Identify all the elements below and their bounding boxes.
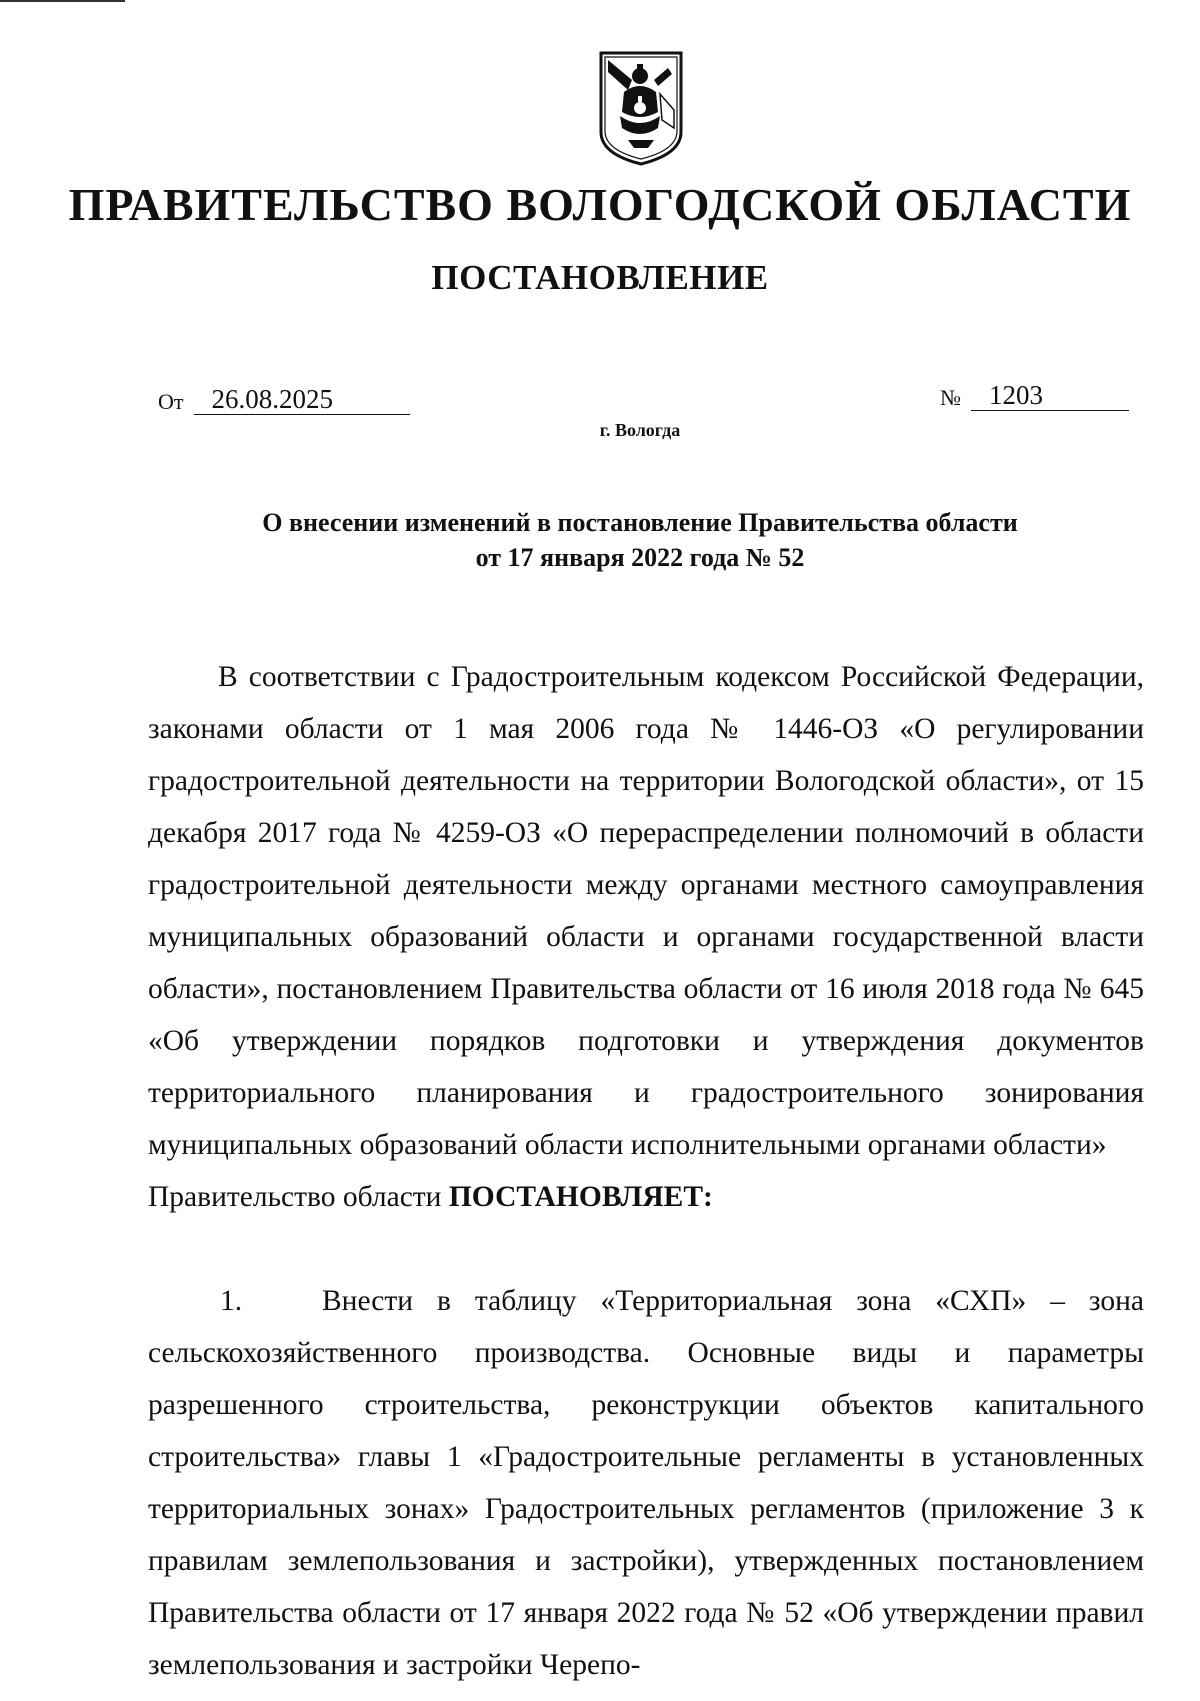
resolution-line	[148, 1171, 1144, 1223]
resolution-prefix: Правительство области	[148, 1181, 442, 1213]
organization-title: ПРАВИТЕЛЬСТВО ВОЛОГОДСКОЙ ОБЛАСТИ	[68, 179, 1132, 230]
document-date	[158, 384, 410, 415]
date-value: 26.08.2025	[194, 384, 410, 415]
vologda-coat-of-arms-icon	[598, 50, 684, 166]
item-1-number: 1.	[220, 1285, 243, 1317]
preamble-paragraph: В соответствии с Градостроительным кодексом Российской Федерации, законами области от 1 мая 2006 года № 1446-ОЗ «О регулировании градостроительной деятельности на территории Вологодской области», от 15 декабря 2017 года № 4259-ОЗ «О перераспределении полномочий в области градостроительной деятельности между органами местного самоуправления муниципальных образований области и органами государственной власти области», постановлением Правительства области от 16 июля 2018 года № 645 «Об утверждении порядков подготовки и утверждения документов территориального планирования и градостроительного зонирования муниципальных образований области исполнительными органами области»	[148, 661, 1144, 1161]
date-label: От	[158, 389, 184, 414]
subject-line-1: О внесении изменений в постановление Правительства области	[262, 508, 1018, 537]
subject-line-2: от 17 января 2022 года № 52	[475, 543, 805, 572]
city-of-issue: г. Вологда	[599, 420, 681, 440]
document-number	[940, 380, 1129, 411]
item-1-paragraph	[148, 1275, 1144, 1691]
number-label: №	[940, 385, 961, 410]
number-value: 1203	[971, 380, 1129, 411]
item-1-text: Внести в таблицу «Территориальная зона «СХП» – зона сельскохозяйственного производства. Основные виды и параметры разрешенного строительства, реконструкции объектов капитального строительства» главы 1 «Градостроительные регламенты в установленных территориальных зонах» Градостроительных регламентов (приложение 3 к правилам землепользования и застройки), утвержденных постановлением Правительства области от 17 января 2022 года № 52 «Об утверждении правил землепользования и застройки Черепо-	[148, 1285, 1144, 1681]
document-type: ПОСТАНОВЛЕНИЕ	[431, 258, 769, 297]
scan-edge-line	[0, 0, 125, 2]
resolution-keyword: ПОСТАНОВЛЯЕТ:	[448, 1181, 713, 1213]
document-body	[148, 651, 1144, 1691]
document-subject	[0, 505, 1200, 575]
